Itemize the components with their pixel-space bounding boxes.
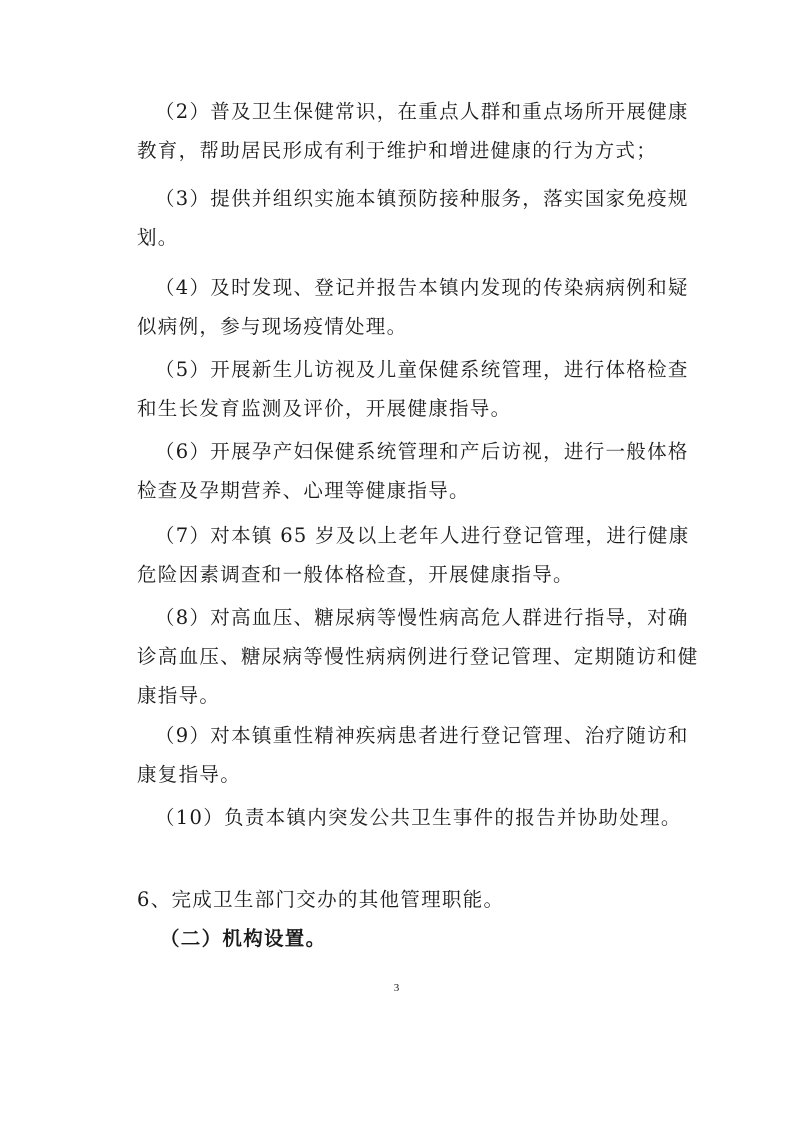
- paragraph-item-8: [137, 598, 697, 715]
- text-line: （5）开展新生儿访视及儿童保健系统管理，进行体格检查: [155, 358, 689, 381]
- section-heading: （二）机构设置。: [160, 927, 327, 950]
- page-number: 3: [393, 982, 400, 994]
- text-line: （7）对本镇 65 岁及以上老年人进行登记管理，进行健康: [155, 524, 690, 547]
- text-line: （9）对本镇重性精神疾病患者进行登记管理、治疗随访和: [155, 724, 689, 747]
- text-line: 和生长发育监测及评价，开展健康指导。: [137, 397, 512, 420]
- text-line: 诊高血压、糖尿病等慢性病病例进行登记管理、定期随访和健: [137, 645, 699, 668]
- text-line: （2）普及卫生保健常识，在重点人群和重点场所开展健康: [155, 100, 689, 123]
- paragraph-item-6-duties: [137, 880, 697, 919]
- text-line: 康复指导。: [137, 763, 242, 786]
- text-line: 康指导。: [137, 684, 221, 707]
- paragraph-item-9: [137, 716, 697, 794]
- text-line: 划。: [137, 226, 179, 249]
- paragraph-item-10: [137, 798, 697, 837]
- text-line: （3）提供并组织实施本镇预防接种服务，落实国家免疫规: [155, 187, 689, 210]
- text-line: 教育，帮助居民形成有利于维护和增进健康的行为方式；: [137, 139, 658, 162]
- paragraph-item-3: [137, 179, 697, 257]
- text-line: 似病例，参与现场疫情处理。: [137, 315, 408, 338]
- text-line: 危险因素调查和一般体格检查，开展健康指导。: [137, 563, 574, 586]
- text-line: （4）及时发现、登记并报告本镇内发现的传染病病例和疑: [155, 276, 689, 299]
- paragraph-item-4: [137, 268, 697, 346]
- text-line: （8）对高血压、糖尿病等慢性病高危人群进行指导，对确: [155, 606, 689, 629]
- text-line: 6、完成卫生部门交办的其他管理职能。: [137, 888, 505, 911]
- paragraph-item-6: [137, 432, 697, 510]
- text-line: （6）开展孕产妇保健系统管理和产后访视，进行一般体格: [155, 440, 689, 463]
- text-line: （10）负责本镇内突发公共卫生事件的报告并协助处理。: [155, 806, 682, 829]
- text-line: 检查及孕期营养、心理等健康指导。: [137, 479, 470, 502]
- paragraph-item-7: [137, 516, 697, 594]
- paragraph-item-5: [137, 350, 697, 428]
- paragraph-item-2: [137, 92, 697, 170]
